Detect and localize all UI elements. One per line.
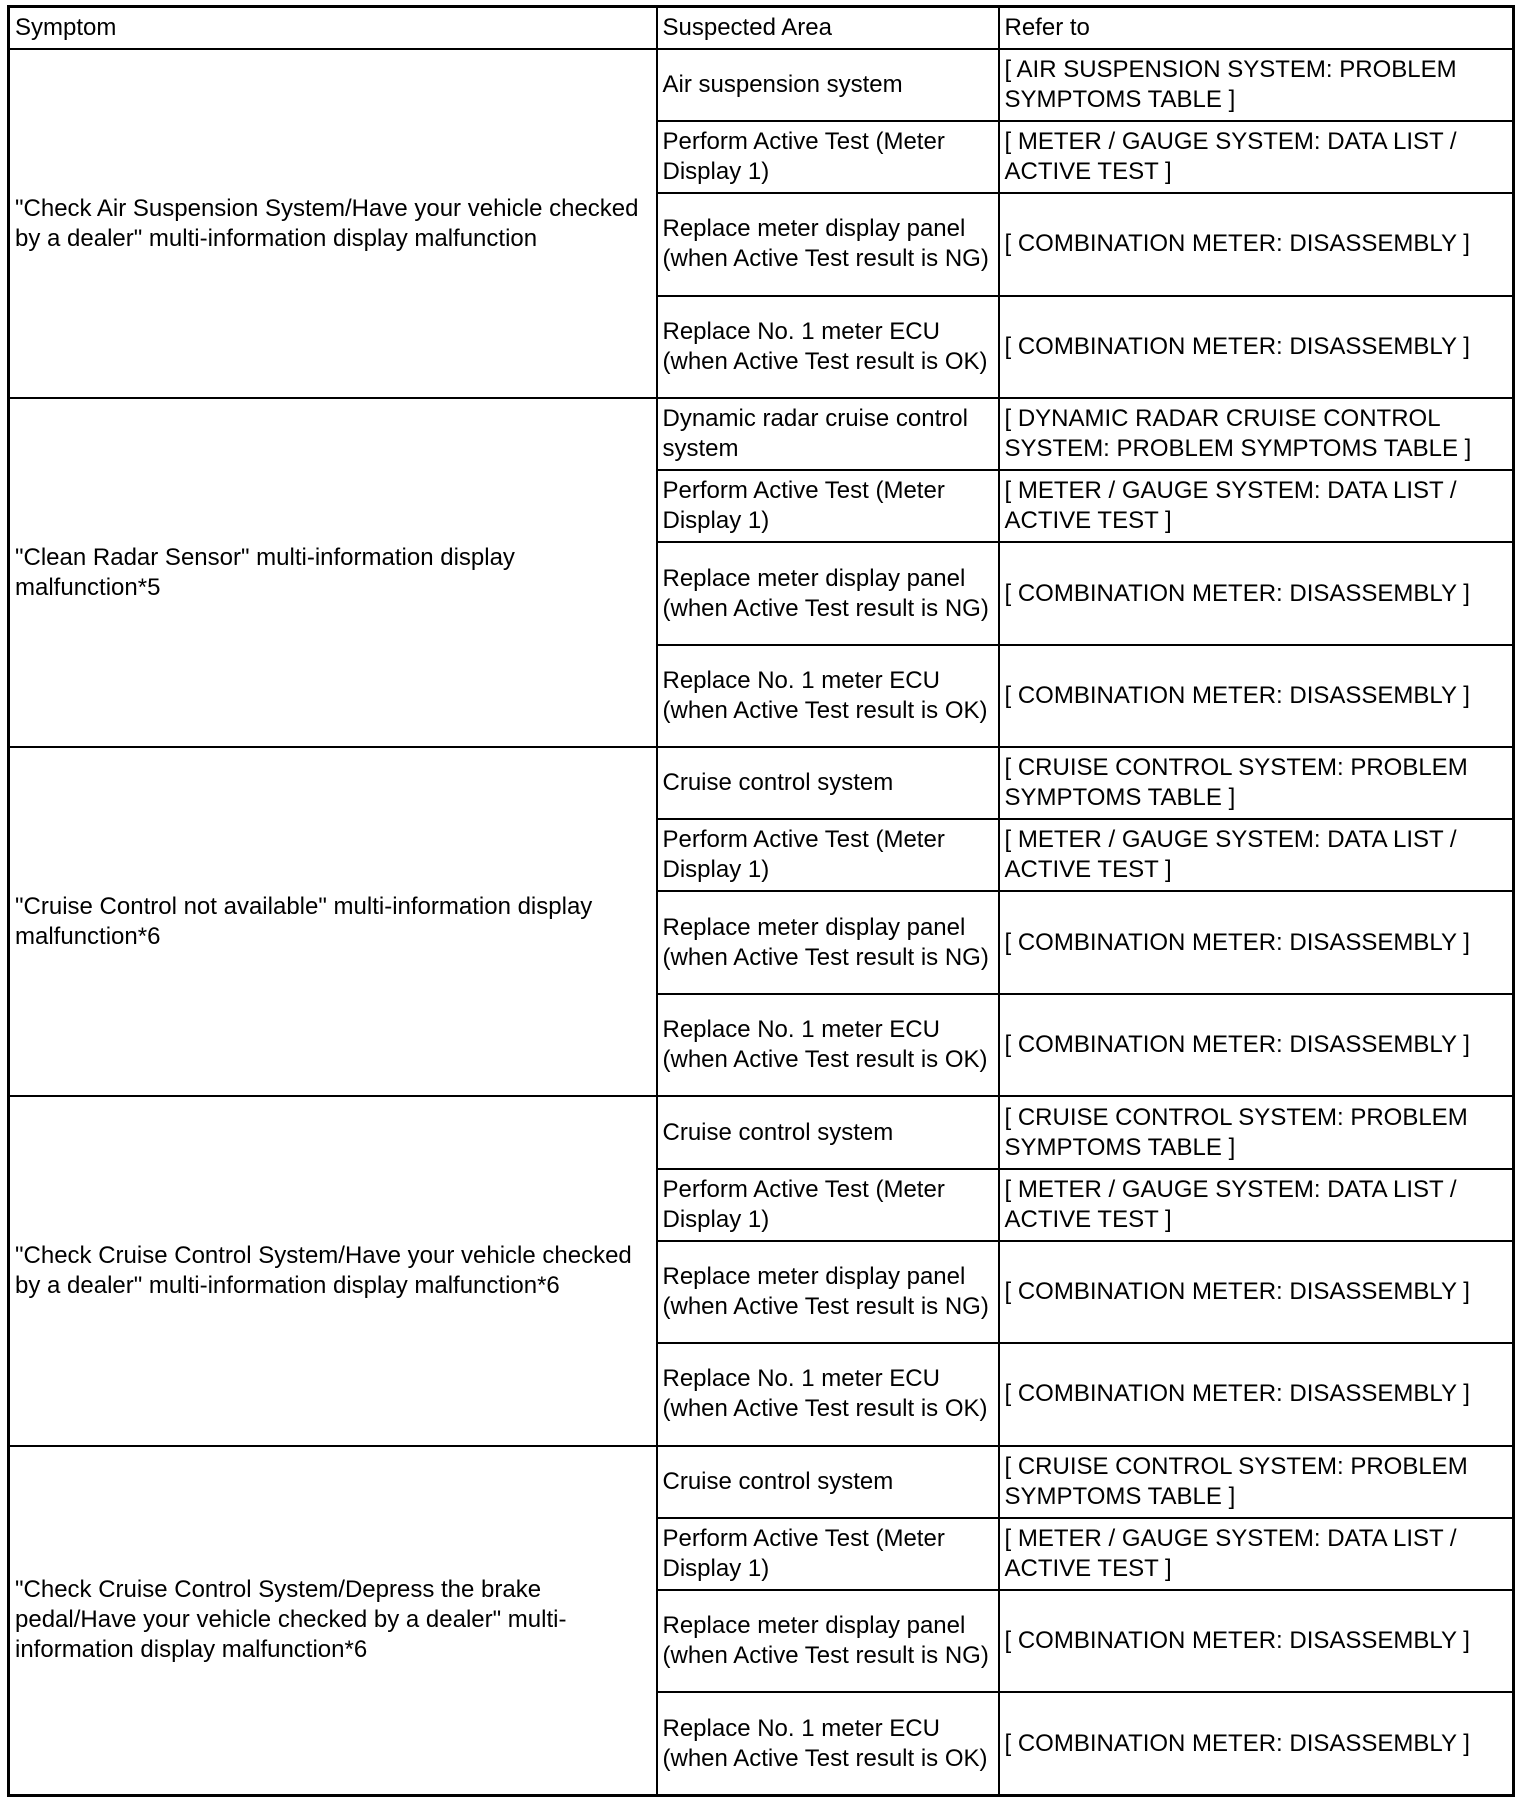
refer-to-link[interactable]: [ AIR SUSPENSION SYSTEM: PROBLEM SYMPTOMS TABLE ]	[999, 49, 1514, 121]
refer-to-link[interactable]: [ METER / GAUGE SYSTEM: DATA LIST / ACTIVE TEST ]	[999, 470, 1514, 542]
refer-to-link[interactable]: [ COMBINATION METER: DISASSEMBLY ]	[999, 542, 1514, 645]
table-row	[9, 747, 1514, 819]
refer-to-link[interactable]: [ COMBINATION METER: DISASSEMBLY ]	[999, 1241, 1514, 1344]
symptom-cell: "Check Air Suspension System/Have your vehicle checked by a dealer" multi-information display malfunction	[9, 49, 657, 398]
refer-to-link[interactable]: [ COMBINATION METER: DISASSEMBLY ]	[999, 1343, 1514, 1446]
refer-to-link[interactable]: [ METER / GAUGE SYSTEM: DATA LIST / ACTIVE TEST ]	[999, 121, 1514, 193]
suspected-area-cell: Perform Active Test (Meter Display 1)	[657, 121, 999, 193]
suspected-area-cell: Cruise control system	[657, 747, 999, 819]
header-refer-to: Refer to	[999, 7, 1514, 50]
symptom-cell: "Check Cruise Control System/Depress the brake pedal/Have your vehicle checked by a dealer" multi-information display malfunction*6	[9, 1446, 657, 1796]
symptom-cell: "Cruise Control not available" multi-information display malfunction*6	[9, 747, 657, 1096]
suspected-area-cell: Cruise control system	[657, 1446, 999, 1518]
suspected-area-cell: Replace No. 1 meter ECU (when Active Test result is OK)	[657, 994, 999, 1097]
table-row	[9, 49, 1514, 121]
refer-to-link[interactable]: [ CRUISE CONTROL SYSTEM: PROBLEM SYMPTOMS TABLE ]	[999, 1446, 1514, 1518]
table-row	[9, 1446, 1514, 1518]
suspected-area-cell: Air suspension system	[657, 49, 999, 121]
table-row	[9, 398, 1514, 470]
header-row	[9, 7, 1514, 50]
suspected-area-cell: Replace No. 1 meter ECU (when Active Test result is OK)	[657, 645, 999, 748]
table-row	[9, 1096, 1514, 1168]
suspected-area-cell: Perform Active Test (Meter Display 1)	[657, 819, 999, 891]
refer-to-link[interactable]: [ METER / GAUGE SYSTEM: DATA LIST / ACTIVE TEST ]	[999, 1169, 1514, 1241]
suspected-area-cell: Dynamic radar cruise control system	[657, 398, 999, 470]
suspected-area-cell: Replace No. 1 meter ECU (when Active Test result is OK)	[657, 1343, 999, 1446]
suspected-area-cell: Perform Active Test (Meter Display 1)	[657, 470, 999, 542]
refer-to-link[interactable]: [ COMBINATION METER: DISASSEMBLY ]	[999, 1692, 1514, 1795]
suspected-area-cell: Replace meter display panel (when Active Test result is NG)	[657, 193, 999, 296]
suspected-area-cell: Replace meter display panel (when Active Test result is NG)	[657, 1241, 999, 1344]
refer-to-link[interactable]: [ COMBINATION METER: DISASSEMBLY ]	[999, 645, 1514, 748]
refer-to-link[interactable]: [ METER / GAUGE SYSTEM: DATA LIST / ACTIVE TEST ]	[999, 1518, 1514, 1590]
symptom-cell: "Check Cruise Control System/Have your vehicle checked by a dealer" multi-information display malfunction*6	[9, 1096, 657, 1445]
refer-to-link[interactable]: [ COMBINATION METER: DISASSEMBLY ]	[999, 891, 1514, 994]
refer-to-link[interactable]: [ COMBINATION METER: DISASSEMBLY ]	[999, 296, 1514, 399]
refer-to-link[interactable]: [ CRUISE CONTROL SYSTEM: PROBLEM SYMPTOMS TABLE ]	[999, 1096, 1514, 1168]
header-suspected-area: Suspected Area	[657, 7, 999, 50]
suspected-area-cell: Cruise control system	[657, 1096, 999, 1168]
suspected-area-cell: Replace No. 1 meter ECU (when Active Test result is OK)	[657, 1692, 999, 1795]
symptom-cell: "Clean Radar Sensor" multi-information display malfunction*5	[9, 398, 657, 747]
symptoms-table	[7, 5, 1515, 1797]
refer-to-link[interactable]: [ DYNAMIC RADAR CRUISE CONTROL SYSTEM: PROBLEM SYMPTOMS TABLE ]	[999, 398, 1514, 470]
suspected-area-cell: Replace meter display panel (when Active Test result is NG)	[657, 1590, 999, 1693]
refer-to-link[interactable]: [ COMBINATION METER: DISASSEMBLY ]	[999, 193, 1514, 296]
suspected-area-cell: Replace No. 1 meter ECU (when Active Test result is OK)	[657, 296, 999, 399]
refer-to-link[interactable]: [ COMBINATION METER: DISASSEMBLY ]	[999, 994, 1514, 1097]
refer-to-link[interactable]: [ CRUISE CONTROL SYSTEM: PROBLEM SYMPTOMS TABLE ]	[999, 747, 1514, 819]
suspected-area-cell: Perform Active Test (Meter Display 1)	[657, 1518, 999, 1590]
refer-to-link[interactable]: [ METER / GAUGE SYSTEM: DATA LIST / ACTIVE TEST ]	[999, 819, 1514, 891]
suspected-area-cell: Replace meter display panel (when Active Test result is NG)	[657, 891, 999, 994]
header-symptom: Symptom	[9, 7, 657, 50]
refer-to-link[interactable]: [ COMBINATION METER: DISASSEMBLY ]	[999, 1590, 1514, 1693]
suspected-area-cell: Replace meter display panel (when Active Test result is NG)	[657, 542, 999, 645]
suspected-area-cell: Perform Active Test (Meter Display 1)	[657, 1169, 999, 1241]
